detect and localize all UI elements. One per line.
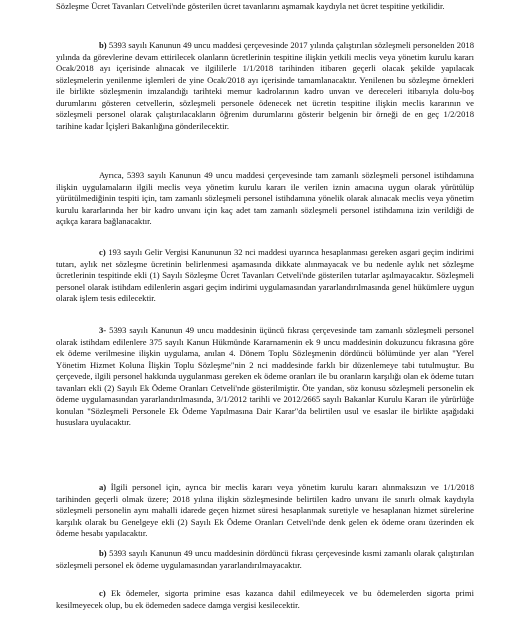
- paragraph-text: Ayrıca, 5393 sayılı Kanunun 49 uncu maddesi çerçevesinde tam zamanlı sözleşmeli personel istihdamına ilişkin uygulamaların ilgili meclis veya yönetim kurulu kararı ile verilen iznin amacına uygun olarak yürütülüp yürütülmediğinin tespiti için, tam zamanlı sözleşmeli personel istihdamına yönelik olarak alınacak meclis veya yönetim kurulu kararlarında her bir kadro unvanı için kaç adet tam zamanlı sözleşmeli personel istihdamına izin verildiği de açıkça karara bağlanacaktır.: [56, 170, 474, 226]
- paragraph-3: [56, 170, 474, 228]
- item-marker: c): [99, 588, 106, 598]
- paragraph-8: [56, 588, 474, 611]
- item-marker: c): [99, 247, 106, 257]
- paragraph-text: 193 sayılı Gelir Vergisi Kanununun 32 nci maddesi uyarınca hesaplanması gereken asgari geçim indirimi tutarı, aylık net sözleşme ücretinin belirlenmesi aşamasında dikkate alınmayacak ve bu nedenle aylık net sözleşme ücretlerinin tespitinde ekli (1) Sayılı Sözleşme Ücret Tavanları Cetveli'nde gösterilen tutarlar aşılmayacaktır. Sözleşmeli personel olarak istihdam edilenlerin asgari geçim indirimi uygulamasından yararlandırılmasında genel hükümlere uygun olarak işlem tesis edilecektir.: [56, 247, 474, 303]
- paragraph-2: [56, 40, 474, 132]
- item-marker: b): [99, 548, 107, 558]
- paragraph-6: [56, 482, 474, 540]
- paragraph-text: Ek ödemeler, sigorta primine esas kazanca dahil edilmeyecek ve bu ödemelerden sigorta primi kesilmeyecek olup, bu ek ödemeden sadece damga vergisi kesilecektir.: [56, 588, 474, 610]
- item-marker: 3-: [99, 325, 107, 335]
- item-marker: a): [99, 482, 107, 492]
- paragraph-text: 5393 sayılı Kanunun 49 uncu maddesi çerçevesinde 2017 yılında çalıştırılan sözleşmeli personelden 2018 yılında da görevlerine devam ettirilecek olanların ücretlerinin tespitine ilişkin yetkili meclis veya yönetim kurulu kararı Ocak/2018 ayı içerisinde alınacak ve ilgililerle 1/1/2018 tarihinden itibaren geçerli olacak şekilde yapılacak sözleşmelerin yenilenme işlemleri de yine Ocak/2018 ayı içerisinde tamamlanacaktır. Yenilenen bu sözleşme örnekleri ile birlikte sözleşmenin imzalandığı tarihteki memur kadrolarının kadro unvan ve dereceleri itibarıyla dolu-boş durumlarını gösteren cetvellerin, sözleşmeli personele ödenecek net ücretin tespitine ilişkin meclis kararının ve sözleşmeli personel olarak çalıştırılacakların öğrenim durumlarını gösterir belgenin bir örneği de en geç 1/2/2018 tarihine kadar İçişleri Bakanlığına gönderilecektir.: [56, 40, 474, 131]
- paragraph-5: [56, 325, 474, 429]
- paragraph-4: [56, 247, 474, 305]
- paragraph-7: [56, 548, 474, 571]
- item-marker: b): [99, 40, 107, 50]
- paragraph-text: 5393 sayılı Kanunun 49 uncu maddesinin üçüncü fıkrası çerçevesinde tam zamanlı sözleşmeli personel olarak istihdam edilenlere 375 sayılı Kanun Hükmünde Kararnamenin ek 9 uncu maddesinin dokuzuncu fıkrasına göre ek ödeme verilmesine ilişkin uygulama, anılan 4. Dönem Toplu Sözleşmenin dördüncü bölümünde yer alan "Yerel Yönetim Hizmet Koluna İlişkin Toplu Sözleşme"nin 2 nci maddesinde farklı bir düzenlemeye tabi tutulmuştur. Bu çerçevede, ilgili personel hakkında uygulanması gereken ek ödeme oranları ile bu oranların karşılığı olan ek ödeme tutarı tavanları ekli (2) Sayılı Ek Ödeme Oranları Cetveli'nde gösterilmiştir. Öte yandan, söz konusu sözleşmeli personelin ek ödeme uygulamasından yararlandırılmasında, 3/1/2012 tarihli ve 2012/2665 sayılı Bakanlar Kurulu Kararı ile yürürlüğe konulan "Sözleşmeli Personele Ek Ödeme Yapılmasına Dair Karar"da belirtilen usul ve esaslar ile birlikte aşağıdaki hususlara uyulacaktır.: [56, 325, 474, 427]
- paragraph-1: [56, 1, 474, 13]
- paragraph-text: İlgili personel için, ayrıca bir meclis kararı veya yönetim kurulu kararı alınmaksızın ve 1/1/2018 tarihinden geçerli olmak üzere; 2018 yılına ilişkin sözleşmesinde belirtilen kadro unvanı ile sınırlı olmak kaydıyla sözleşmeli personelin aynı mahalli idarede geçen hizmet süresi hesaplanmak suretiyle ve hesaplanan hizmet sürelerine karşılık olarak bu Genelgeye ekli (2) Sayılı Ek Ödeme Oranları Cetveli'nde denk gelen ek ödeme oranı üzerinden ek ödeme hesabı yapılacaktır.: [56, 482, 474, 538]
- paragraph-text: Sözleşme Ücret Tavanları Cetveli'nde gösterilen ücret tavanlarını aşmamak kaydıyla net ücret tespitine yetkilidir.: [56, 1, 445, 11]
- paragraph-text: 5393 sayılı Kanunun 49 uncu maddesinin dördüncü fıkrası çerçevesinde kısmi zamanlı olarak çalıştırılan sözleşmeli personel ek ödeme uygulamasından yararlandırılmayacaktır.: [56, 548, 474, 570]
